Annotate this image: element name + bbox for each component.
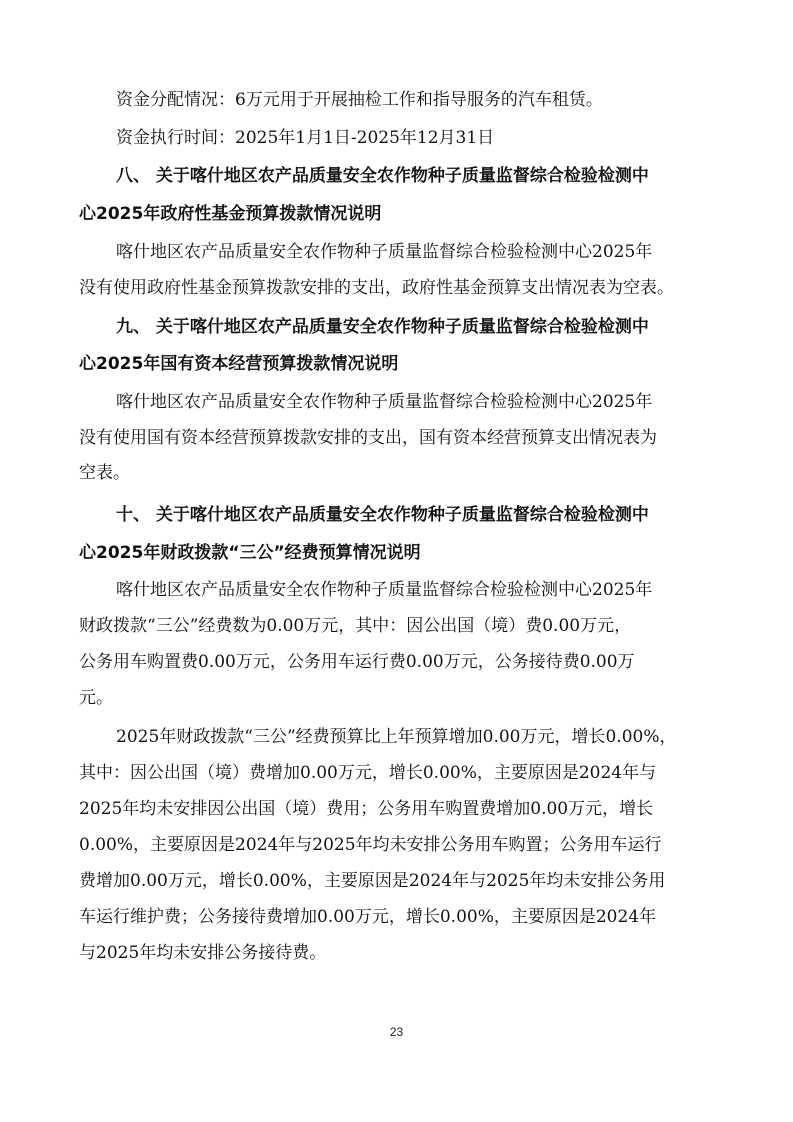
text-line: 元。	[79, 688, 113, 708]
text-line: 费增加0.00万元，增长0.00%，主要原因是2024年与2025年均未安排公务用	[79, 871, 666, 891]
text-line: 2025年均未安排因公出国（境）费用；公务用车购置费增加0.00万元，增长	[79, 799, 654, 819]
section-heading: 十、 关于喀什地区农产品质量安全农作物种子质量监督综合检验检测中	[116, 505, 649, 525]
text-line: 2025年财政拨款“三公”经费预算比上年预算增加0.00万元，增长0.00%，	[116, 727, 677, 747]
section-heading: 八、 关于喀什地区农产品质量安全农作物种子质量监督综合检验检测中	[116, 166, 649, 186]
text-line: 没有使用政府性基金预算拨款安排的支出，政府性基金预算支出情况表为空表。	[79, 278, 674, 298]
text-line: 喀什地区农产品质量安全农作物种子质量监督综合检验检测中心2025年	[116, 392, 653, 412]
section-heading: 心2025年财政拨款“三公”经费预算情况说明	[79, 543, 421, 563]
text-line: 喀什地区农产品质量安全农作物种子质量监督综合检验检测中心2025年	[116, 580, 653, 600]
text-line: 其中：因公出国（境）费增加0.00万元，增长0.00%，主要原因是2024年与	[79, 763, 657, 783]
section-heading: 九、 关于喀什地区农产品质量安全农作物种子质量监督综合检验检测中	[116, 317, 649, 337]
text-line: 资金执行时间：2025年1月1日-2025年12月31日	[116, 128, 495, 148]
text-line: 财政拨款“三公”经费数为0.00万元，其中：因公出国（境）费0.00万元，	[79, 616, 632, 636]
text-line: 公务用车购置费0.00万元，公务用车运行费0.00万元，公务接待费0.00万	[79, 652, 635, 672]
section-heading: 心2025年国有资本经营预算拨款情况说明	[79, 354, 399, 374]
text-line: 与2025年均未安排公务接待费。	[79, 943, 327, 963]
section-heading: 心2025年政府性基金预算拨款情况说明	[79, 204, 382, 224]
text-line: 0.00%，主要原因是2024年与2025年均未安排公务用车购置；公务用车运行	[79, 835, 662, 855]
text-line: 车运行维护费；公务接待费增加0.00万元，增长0.00%，主要原因是2024年	[79, 907, 657, 927]
text-line: 空表。	[79, 463, 130, 483]
text-line: 没有使用国有资本经营预算拨款安排的支出，国有资本经营预算支出情况表为	[79, 428, 657, 448]
text-line: 喀什地区农产品质量安全农作物种子质量监督综合检验检测中心2025年	[116, 242, 653, 262]
text-line: 资金分配情况：6万元用于开展抽检工作和指导服务的汽车租赁。	[116, 90, 603, 110]
page-number: 23	[389, 1025, 404, 1039]
